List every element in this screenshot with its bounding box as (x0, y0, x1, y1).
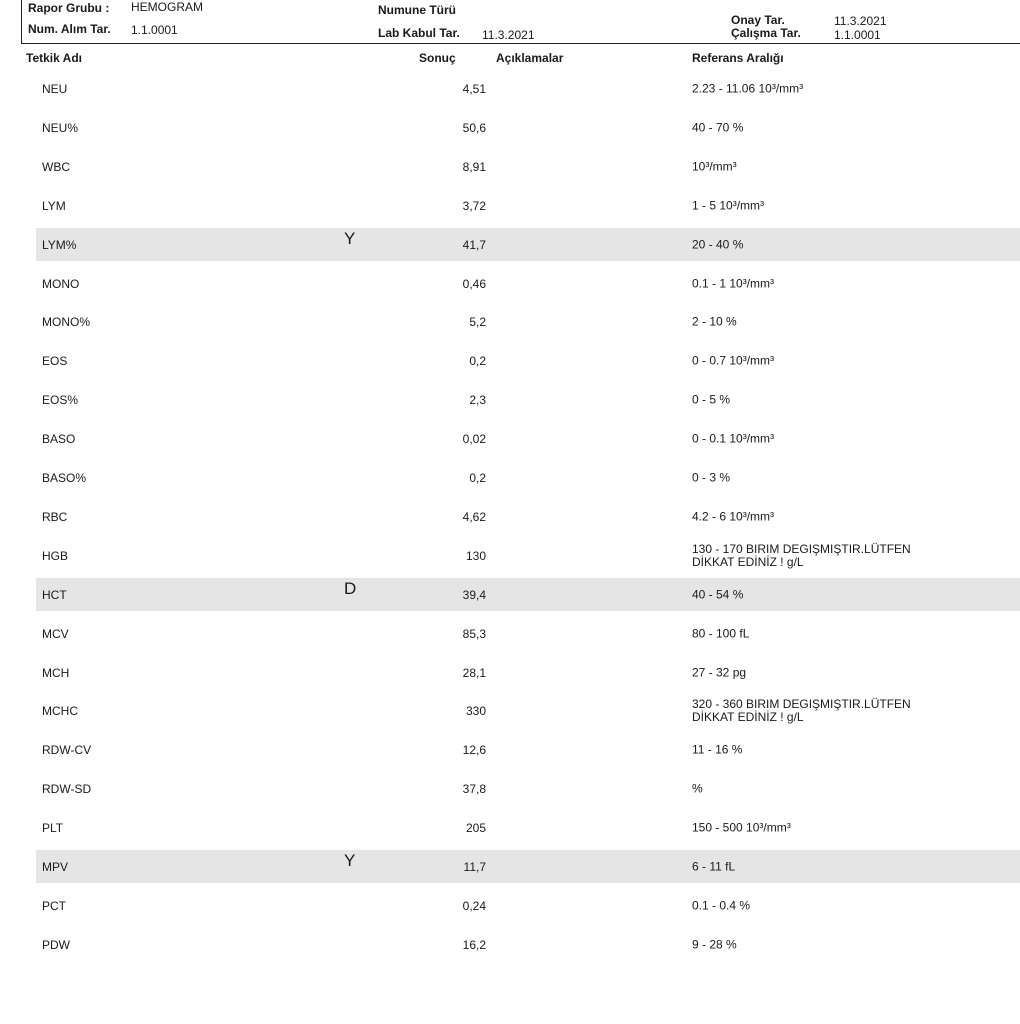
result-value: 37,8 (462, 781, 486, 796)
test-name: HCT (42, 587, 67, 602)
reference-range: 20 - 40 % (692, 237, 744, 251)
table-row (36, 811, 1020, 844)
result-value: 11,7 (463, 859, 486, 874)
table-row (36, 656, 1020, 689)
reference-range: 0.1 - 1 10³/mm³ (692, 276, 775, 290)
reference-range: 9 - 28 % (692, 937, 737, 951)
result-flag: D (344, 579, 357, 598)
table-row (36, 305, 1020, 338)
reference-range: 150 - 500 10³/mm³ (692, 820, 791, 834)
test-name: RDW-CV (42, 742, 92, 757)
column-header-reference: Referans Aralığı (692, 51, 784, 65)
reference-range: 0.1 - 0.4 % (692, 898, 751, 912)
test-name: PLT (42, 820, 64, 835)
table-row (36, 150, 1020, 183)
reference-range: 0 - 5 % (692, 392, 731, 406)
result-value: 205 (465, 820, 486, 835)
num-alim-value: 1.1.0001 (131, 23, 178, 37)
result-value: 41,7 (462, 237, 486, 252)
test-name: NEU (42, 81, 68, 96)
result-value: 4,51 (462, 81, 486, 96)
result-value: 39,4 (462, 587, 486, 602)
onay-label: Onay Tar. (731, 13, 785, 27)
table-row (36, 889, 1020, 922)
test-name: PDW (42, 937, 70, 952)
test-name: MCV (42, 626, 69, 641)
test-name: MONO (42, 276, 80, 291)
test-name: BASO (42, 431, 76, 446)
calisma-label: Çalışma Tar. (731, 26, 801, 40)
test-name: MCHC (42, 703, 78, 718)
table-row (36, 928, 1020, 961)
reference-range: 2.23 - 11.06 10³/mm³ (692, 81, 804, 95)
onay-value: 11.3.2021 (834, 14, 887, 28)
test-name: MPV (42, 859, 69, 874)
reference-range: 2 - 10 % (692, 314, 737, 328)
result-value: 330 (465, 703, 486, 718)
reference-range: 1 - 5 10³/mm³ (692, 198, 765, 212)
table-row (36, 111, 1020, 144)
test-name: MCH (42, 665, 70, 680)
lab-kabul-value: 11.3.2021 (482, 28, 535, 42)
lab-kabul-label: Lab Kabul Tar. (378, 26, 460, 40)
reference-range: 130 - 170 BIRIM DEGIŞMIŞTIR.LÜTFEN DİKKAT EDİNİZ ! g/L (692, 541, 911, 569)
result-flag: Y (344, 851, 356, 870)
reference-range: 27 - 32 pg (692, 665, 747, 679)
reference-range: 11 - 16 % (692, 742, 743, 756)
table-row (36, 383, 1020, 416)
test-name: EOS (42, 353, 68, 368)
table-row (36, 850, 1020, 883)
table-row (36, 344, 1020, 377)
test-name: RBC (42, 509, 68, 524)
test-name: LYM% (42, 237, 77, 252)
result-value: 4,62 (462, 509, 486, 524)
test-name: WBC (42, 159, 70, 174)
reference-range: 4.2 - 6 10³/mm³ (692, 509, 775, 523)
result-value: 0,46 (462, 276, 486, 291)
table-row (36, 578, 1020, 611)
table-row (36, 267, 1020, 300)
table-row (36, 539, 1020, 572)
result-value: 0,02 (462, 431, 486, 446)
table-row (36, 500, 1020, 533)
reference-range: 0 - 3 % (692, 470, 731, 484)
test-name: PCT (42, 898, 66, 913)
reference-range: 80 - 100 fL (692, 626, 750, 640)
column-header-result: Sonuç (419, 51, 456, 65)
column-header-name: Tetkik Adı (26, 51, 83, 65)
table-row (36, 72, 1020, 105)
test-name: EOS% (42, 392, 79, 407)
table-row (36, 617, 1020, 650)
test-name: NEU% (42, 120, 79, 135)
numune-turu-label: Numune Türü (378, 3, 456, 17)
reference-range: 6 - 11 fL (692, 859, 736, 873)
result-value: 130 (465, 548, 486, 563)
table-row (36, 772, 1020, 805)
result-value: 2,3 (469, 392, 486, 407)
table-row (36, 189, 1020, 222)
result-value: 0,2 (469, 353, 486, 368)
reference-range: 0 - 0.7 10³/mm³ (692, 353, 775, 367)
result-value: 0,2 (469, 470, 486, 485)
result-value: 8,91 (462, 159, 486, 174)
rapor-grubu-label: Rapor Grubu : (28, 1, 110, 15)
table-row (36, 461, 1020, 494)
test-name: BASO% (42, 470, 87, 485)
reference-range: % (692, 781, 703, 795)
reference-range: 10³/mm³ (692, 159, 737, 173)
table-row (36, 694, 1020, 727)
test-name: RDW-SD (42, 781, 92, 796)
result-value: 16,2 (462, 937, 486, 952)
result-value: 5,2 (469, 314, 486, 329)
table-row (36, 422, 1020, 455)
reference-range: 320 - 360 BIRIM DEGIŞMIŞTIR.LÜTFEN DİKKAT EDİNİZ ! g/L (692, 696, 911, 724)
result-value: 28,1 (462, 665, 486, 680)
reference-range: 40 - 54 % (692, 587, 744, 601)
calisma-value: 1.1.0001 (834, 28, 881, 42)
table-row (36, 228, 1020, 261)
test-name: HGB (42, 548, 69, 563)
result-value: 3,72 (462, 198, 486, 213)
num-alim-label: Num. Alım Tar. (28, 22, 111, 36)
result-value: 50,6 (462, 120, 486, 135)
test-name: LYM (42, 198, 66, 213)
result-value: 0,24 (462, 898, 486, 913)
result-flag: Y (344, 229, 356, 248)
result-value: 85,3 (462, 626, 486, 641)
reference-range: 0 - 0.1 10³/mm³ (692, 431, 775, 445)
table-row (36, 733, 1020, 766)
reference-range: 40 - 70 % (692, 120, 744, 134)
test-name: MONO% (42, 314, 90, 329)
result-value: 12,6 (462, 742, 486, 757)
column-header-notes: Açıklamalar (496, 51, 564, 65)
rapor-grubu-value: HEMOGRAM (131, 0, 203, 14)
